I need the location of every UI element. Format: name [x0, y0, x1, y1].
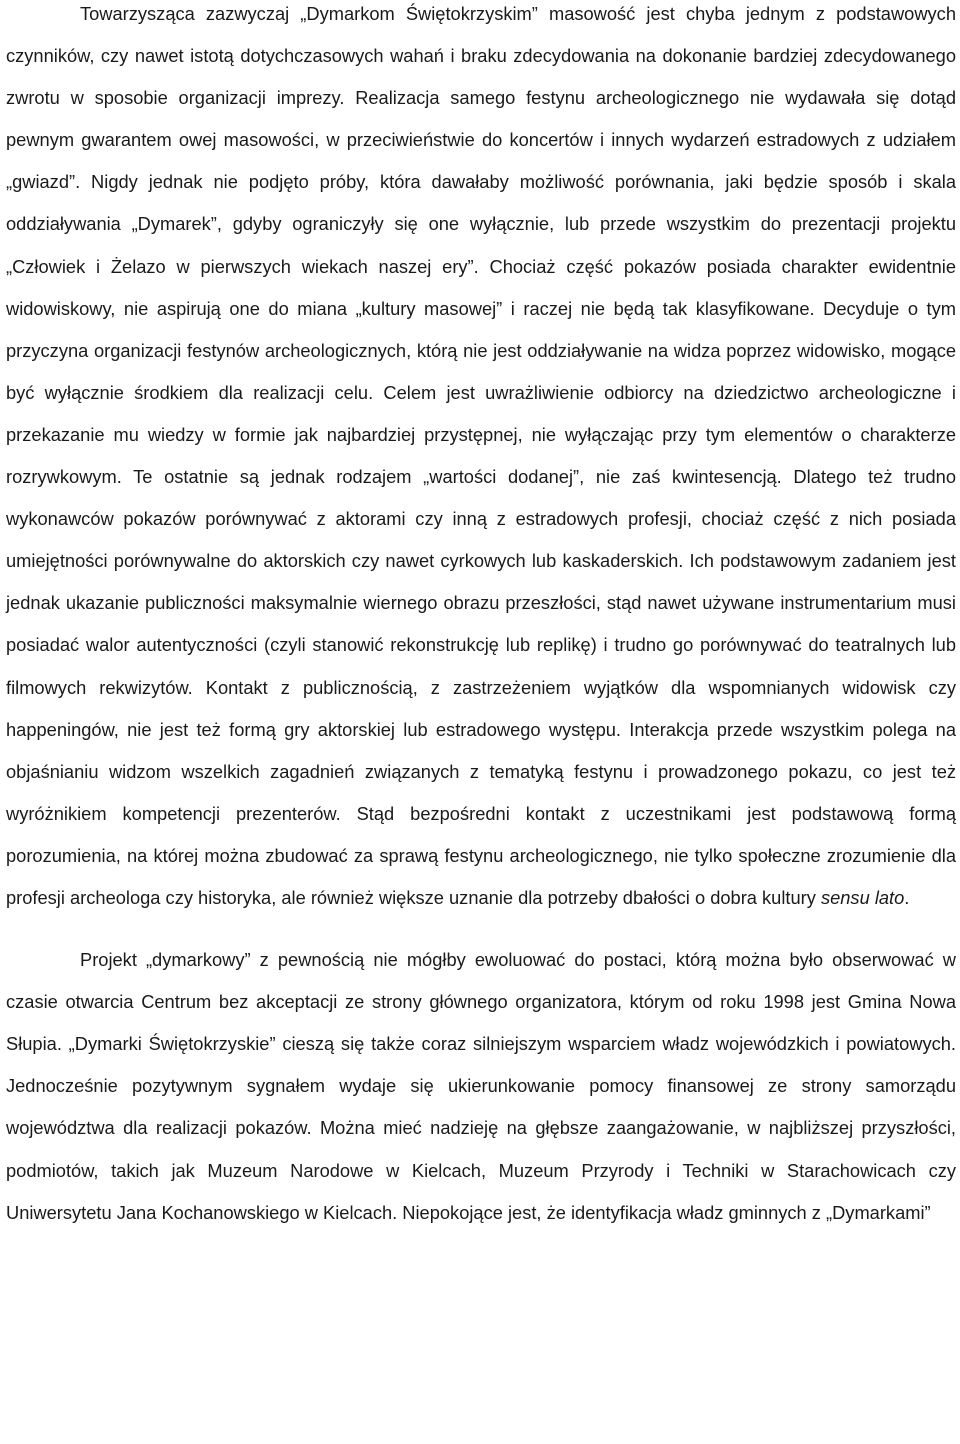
- paragraph-projekt-dymarkowy: Projekt „dymarkowy” z pewnością nie mógłby ewoluować do postaci, którą można było obserwować w czasie otwarcia Centrum bez akceptacji ze strony głównego organizatora, którym od roku 1998 jest Gmina Nowa Słupia. „Dymarki Świętokrzyskie” cieszą się także coraz silniejszym wsparciem władz wojewódzkich i powiatowych. Jednocześnie pozytywnym sygnałem wydaje się ukierunkowanie pomocy finansowej ze strony samorządu województwa dla realizacji pokazów. Można mieć nadzieję na głębsze zaangażowanie, w najbliższej przyszłości, podmiotów, takich jak Muzeum Narodowe w Kielcach, Muzeum Przyrody i Techniki w Starachowicach czy Uniwersytetu Jana Kochanowskiego w Kielcach. Niepokojące jest, że identyfikacja władz gminnych z „Dymarkami”: [6, 949, 956, 1223]
- italic-phrase: sensu lato: [820, 886, 905, 908]
- paragraph-text: Towarzysząca zazwyczaj „Dymarkom Świętokrzyskim” masowość jest chyba jednym z podstawowych czynników, czy nawet istotą dotychczasowych wahań i braku zdecydowania na dokonanie bardziej zdecydowanego zwrotu w sposobie organizacji imprezy. Realizacja samego festynu archeologicznego nie wydawała się dotąd pewnym gwarantem owej masowości, w przeciwieństwie do koncertów i innych wydarzeń estradowych z udziałem „gwiazd”. Nigdy jednak nie podjęto próby, która dawałaby możliwość porównania, jaki będzie sposób i skala oddziaływania „Dymarek”, gdyby ograniczyły się one wyłącznie, lub przede wszystkim do prezentacji projektu „Człowiek i Żelazo w pierwszych wiekach naszej ery”. Chociaż część pokazów posiada charakter ewidentnie widowiskowy, nie aspirują one do miana „kultury masowej” i raczej nie będą tak klasyfikowane. Decyduje o tym przyczyna organizacji festynów archeologicznych, którą nie jest oddziaływanie na widza poprzez widowisko, mogące być wyłącznie środkiem dla realizacji celu. Celem jest uwrażliwienie odbiorcy na dziedzictwo archeologiczne i przekazanie mu wiedzy w formie jak najbardziej przystępnej, nie wyłączając przy tym elementów o charakterze rozrywkowym. Te ostatnie są jednak rodzajem „wartości dodanej”, nie zaś kwintesencją. Dlatego też trudno wykonawców pokazów porównywać z aktorami czy inną z estradowych profesji, chociaż część z nich posiada umiejętności porównywalne do aktorskich czy nawet cyrkowych lub kaskaderskich. Ich podstawowym zadaniem jest jednak ukazanie publiczności maksymalnie wiernego obrazu przeszłości, stąd nawet używane instrumentarium musi posiadać walor autentyczności (czyli stanowić rekonstrukcję lub replikę) i trudno go porównywać do teatralnych lub filmowych rekwizytów. Kontakt z publicznością, z zastrzeżeniem wyjątków dla wspomnianych widowisk czy happeningów, nie jest też formą gry aktorskiej lub estradowego występu. Interakcja przede wszystkim polega na objaśnianiu widzom wszelkich zagadnień związanych z tematyką festynu i prowadzonego pokazu, co jest też wyróżnikiem kompetencji prezenterów. Stąd bezpośredni kontakt z uczestnikami jest podstawową formą porozumienia, na której można zbudować za sprawą festynu archeologicznego, nie tylko społeczne zrozumienie dla profesji archeologa czy historyka, ale również większe uznanie dla potrzeby dbałości o dobra kultury: [6, 3, 956, 908]
- paragraph-end: .: [904, 886, 910, 908]
- paragraph-masowosc: [6, 0, 956, 919]
- document-page: [6, 0, 956, 1234]
